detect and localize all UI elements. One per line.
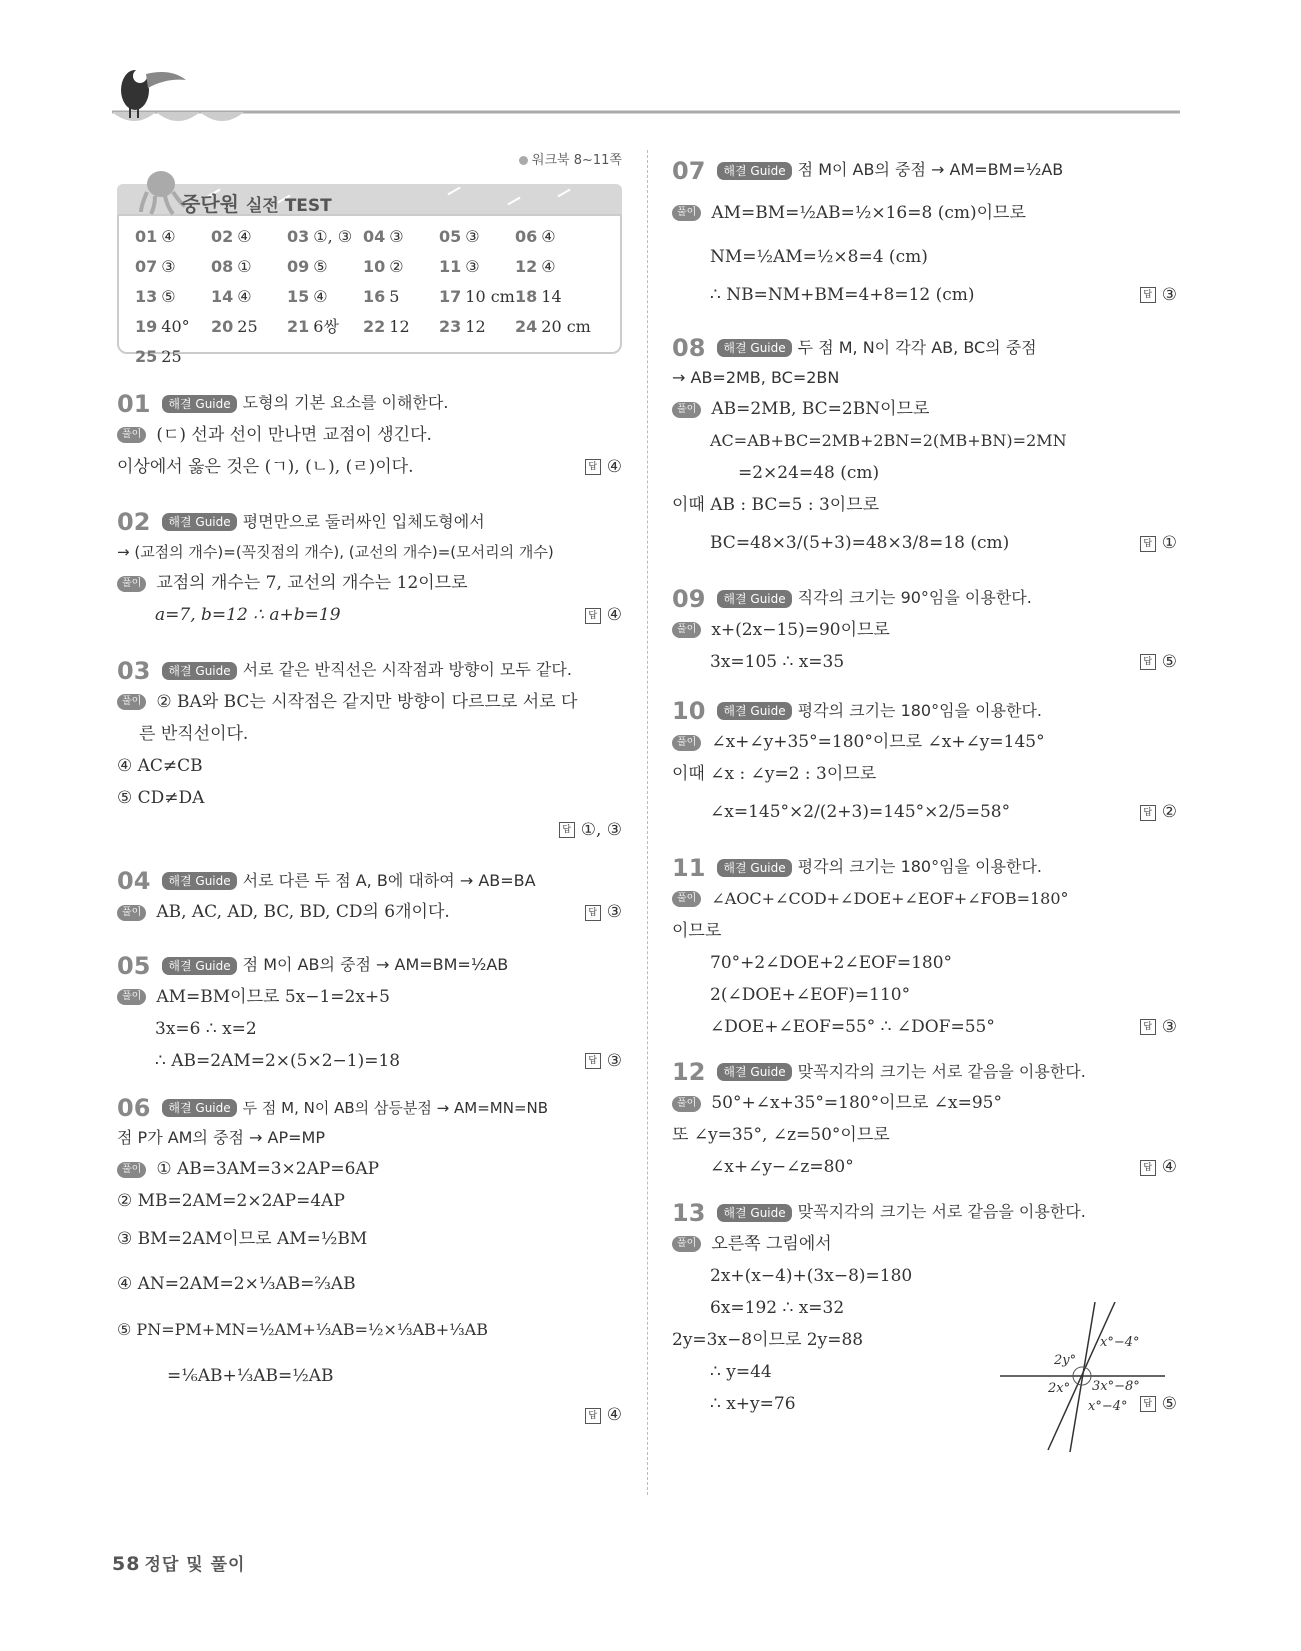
answer-cell: 01 ④ bbox=[135, 227, 176, 246]
answer-cell: 12 ④ bbox=[515, 257, 556, 276]
problem-12: 12 해결 Guide 맞꼭지각의 크기는 서로 같음을 이용한다. 풀이 50°+∠x+35°=180°이므로 ∠x=95° 또 ∠y=35°, ∠z=50°이므로 ∠x+∠y−∠z=80° 답 ④ bbox=[672, 1058, 1177, 1177]
answer-box bbox=[117, 214, 622, 366]
header-decoration bbox=[0, 0, 1301, 140]
problem-08: 08 해결 Guide 두 점 M, N이 각각 AB, BC의 중점 → AB=2MB, BC=2BN 풀이 AB=2MB, BC=2BN이므로 AC=AB+BC=2MB+2BN=2(MB+BN)=2MN =2×24=48 (cm) 이때 AB : BC=5 : 3이므로 BC=48×3/(5+3)=48×3/8=18 (cm) 답 ① bbox=[672, 334, 1177, 553]
answer-cell: 22 12 bbox=[363, 317, 410, 336]
answer-cell: 18 14 bbox=[515, 287, 562, 306]
problem-06: 06 해결 Guide 두 점 M, N이 AB의 삼등분점 → AM=MN=NB 점 P가 AM의 중점 → AP=MP 풀이 ① AB=3AM=3×2AP=6AP ② MB=2AM=2×2AP=4AP ③ BM=2AM이므로 AM=½BM ④ AN=2AM=2×⅓AB=⅔AB ⑤ PN=PM+MN=½AM+⅓AB=½×⅓AB+⅓AB =⅙AB+⅓AB=½AB 답 ④ bbox=[117, 1094, 622, 1425]
test-title: 중단원 실전 TEST bbox=[181, 192, 332, 216]
angle-label-2: 2y° bbox=[1054, 1353, 1077, 1368]
answer-cell: 13 ⑤ bbox=[135, 287, 176, 306]
answer-cell: 17 10 cm bbox=[439, 287, 515, 306]
left-column bbox=[117, 150, 622, 1443]
angle-label-1: x°−4° bbox=[1100, 1335, 1140, 1350]
solution-badge: 풀이 bbox=[117, 427, 146, 443]
workbook-reference: 워크북 8~11쪽 bbox=[117, 150, 622, 172]
answer-cell: 08 ① bbox=[211, 257, 252, 276]
answer-cell: 04 ③ bbox=[363, 227, 404, 246]
answer-cell: 23 12 bbox=[439, 317, 486, 336]
column-divider bbox=[647, 150, 648, 1495]
section-title: 정답 및 풀이 bbox=[144, 1555, 246, 1575]
answer-cell: 09 ⑤ bbox=[287, 257, 328, 276]
answer-cell: 05 ③ bbox=[439, 227, 480, 246]
answer-grid bbox=[135, 224, 610, 370]
answer-cell: 16 5 bbox=[363, 287, 400, 306]
answer-cell: 19 40° bbox=[135, 317, 190, 336]
answer-cell: 03 ①, ③ bbox=[287, 227, 353, 246]
problem-10: 10 해결 Guide 평각의 크기는 180°임을 이용한다. 풀이 ∠x+∠y+35°=180°이므로 ∠x+∠y=145° 이때 ∠x : ∠y=2 : 3이므로 ∠x=145°×2/(2+3)=145°×2/5=58° 답 ② bbox=[672, 697, 1177, 822]
answer-cell: 07 ③ bbox=[135, 257, 176, 276]
answer-cell: 24 20 cm bbox=[515, 317, 591, 336]
page-footer bbox=[112, 1550, 245, 1575]
angle-label-4: 3x°−8° bbox=[1092, 1379, 1140, 1394]
answer-cell: 02 ④ bbox=[211, 227, 252, 246]
problem-04: 04 해결 Guide 서로 다른 두 점 A, B에 대하여 → AB=BA 풀이 AB, AC, AD, BC, BD, CD의 6개이다. 답 ③ bbox=[117, 867, 622, 922]
answer-cell: 11 ③ bbox=[439, 257, 480, 276]
page-number: 58 bbox=[112, 1553, 141, 1575]
page-header bbox=[0, 0, 1301, 140]
right-column bbox=[672, 150, 1177, 1432]
problem-02: 02 해결 Guide 평면만으로 둘러싸인 입체도형에서 → (교점의 개수)=(꼭짓점의 개수), (교선의 개수)=(모서리의 개수) 풀이 교점의 개수는 7, 교선의 개수는 12이므로 a=7, b=12 ∴ a+b=19 답 ④ bbox=[117, 508, 622, 625]
angle-label-3: 2x° bbox=[1048, 1381, 1071, 1396]
problem-13: 13 해결 Guide 맞꼭지각의 크기는 서로 같음을 이용한다. 풀이 오른쪽 그림에서 2x+(x−4)+(3x−8)=180 6x=192 ∴ x=32 2y=3x−8이므로 2y=88 ∴ y=44 ∴ x+y=76 답 ⑤ bbox=[672, 1198, 1177, 1414]
problem-09: 09 해결 Guide 직각의 크기는 90°임을 이용한다. 풀이 x+(2x−15)=90이므로 3x=105 ∴ x=35 답 ⑤ bbox=[672, 584, 1177, 672]
answer-cell: 06 ④ bbox=[515, 227, 556, 246]
guide-badge: 해결 Guide bbox=[162, 395, 236, 413]
problem-11: 11 해결 Guide 평각의 크기는 180°임을 이용한다. 풀이 ∠AOC+∠COD+∠DOE+∠EOF+∠FOB=180° 이므로 70°+2∠DOE+2∠EOF=180° 2(∠DOE+∠EOF)=110° ∠DOE+∠EOF=55° ∴ ∠DOF=55° 답 ③ bbox=[672, 853, 1177, 1037]
answer-cell: 21 6쌍 bbox=[287, 317, 339, 336]
answer-cell: 25 25 bbox=[135, 347, 182, 366]
answer-cell: 15 ④ bbox=[287, 287, 328, 306]
bullet-icon bbox=[519, 156, 528, 165]
problem-05: 05 해결 Guide 점 M이 AB의 중점 → AM=BM=½AB 풀이 AM=BM이므로 5x−1=2x+5 3x=6 ∴ x=2 ∴ AB=2AM=2×(5×2−1)=18 답 ③ bbox=[117, 951, 622, 1071]
angle-figure bbox=[1000, 1302, 1170, 1462]
angle-label-5: x°−4° bbox=[1088, 1399, 1128, 1414]
answer-cell: 14 ④ bbox=[211, 287, 252, 306]
problem-03: 03 해결 Guide 서로 같은 반직선은 시작점과 방향이 모두 같다. 풀이 ② BA와 BC는 시작점은 같지만 방향이 다르므로 서로 다 른 반직선이다. ④ AC≠CB ⑤ CD≠DA 답 ①, ③ bbox=[117, 656, 622, 840]
problem-01: 01 해결 Guide 도형의 기본 요소를 이해한다. 풀이 (ㄷ) 선과 선이 만나면 교점이 생긴다. 이상에서 옳은 것은 (ㄱ), (ㄴ), (ㄹ)이다. 답 ④ bbox=[117, 388, 622, 483]
test-banner bbox=[117, 174, 622, 214]
answer-cell: 20 25 bbox=[211, 317, 258, 336]
answer-cell: 10 ② bbox=[363, 257, 404, 276]
answer-mark: 답 ④ bbox=[585, 451, 622, 483]
problem-07: 07 해결 Guide 점 M이 AB의 중점 → AM=BM=½AB 풀이 AM=BM=½AB=½×16=8 (cm)이므로 NM=½AM=½×8=4 (cm) ∴ NB=NM+BM=4+8=12 (cm) 답 ③ bbox=[672, 156, 1177, 305]
